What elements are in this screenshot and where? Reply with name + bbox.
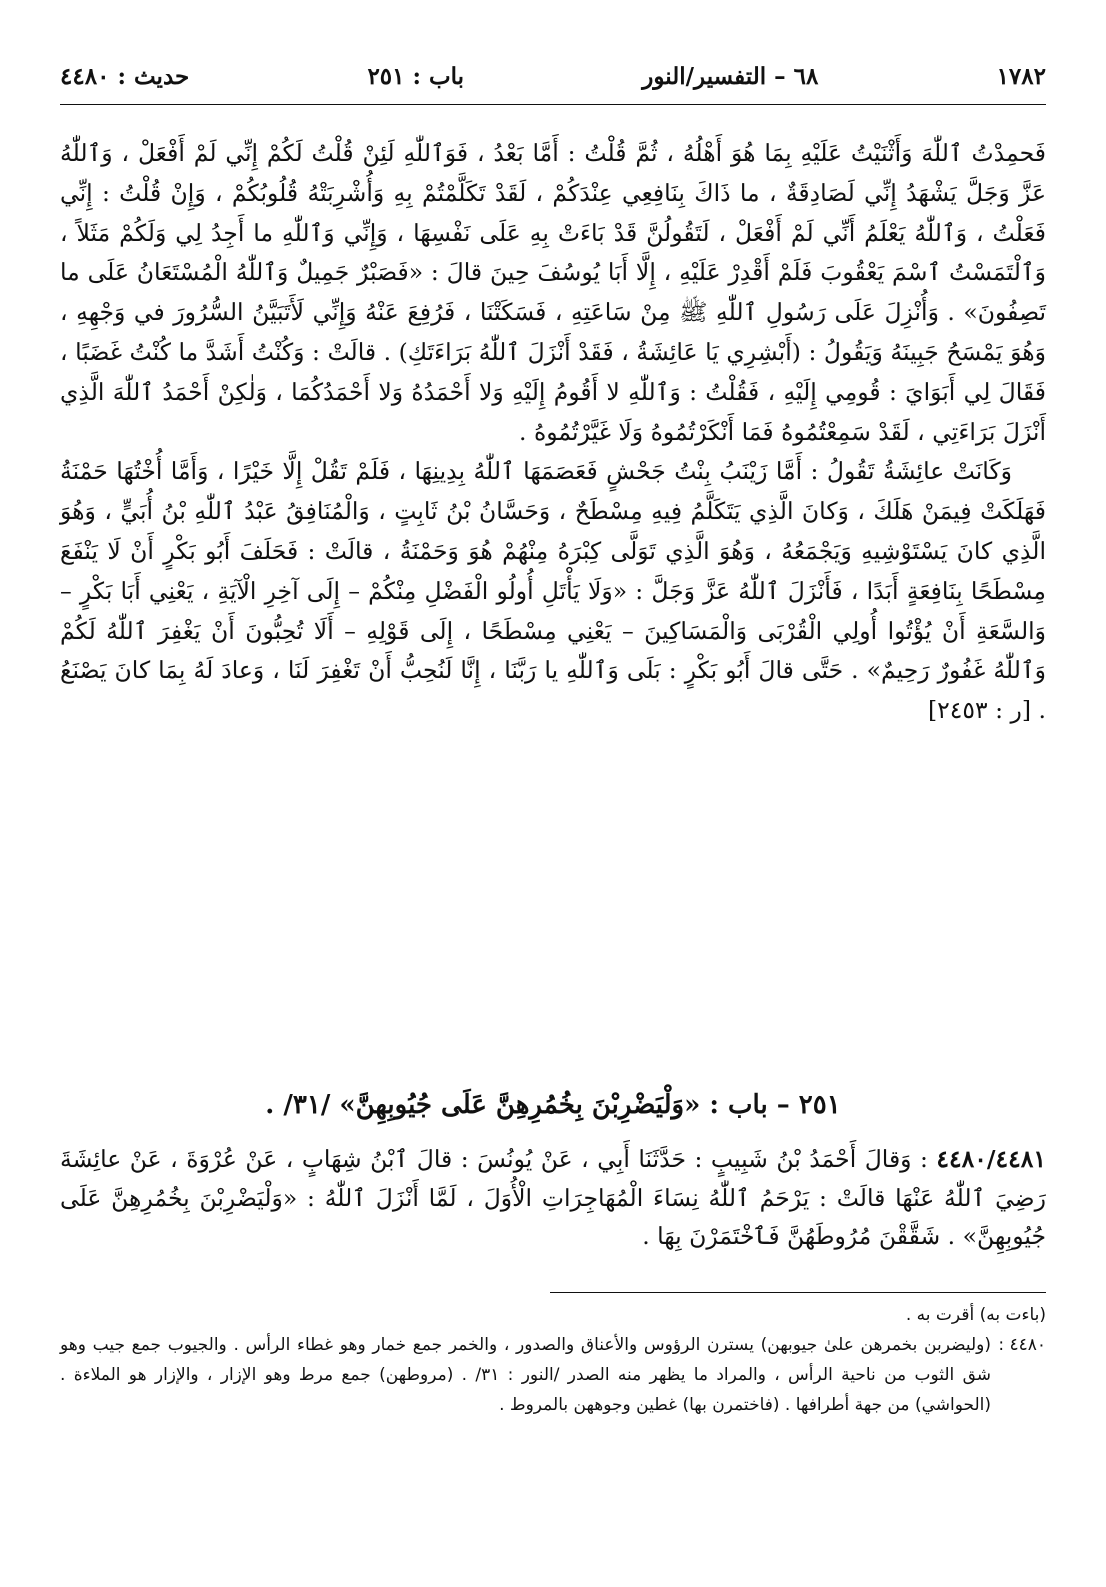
book-chapter-title: ٦٨ – التفسير/النور — [642, 62, 819, 90]
running-header — [60, 56, 1046, 96]
hadith-text: : وَقالَ أَحْمَدُ بْنُ شَبِيبٍ : حَدَّثَنَا أَبِي ، عَنْ يُونُسَ : قالَ ٱبْنُ شِهَابٍ ، عَنْ عُرْوَةَ ، عَنْ عائِشَةَ رَضِيَ ٱللّٰهُ عَنْهَا قالَتْ : يَرْحَمُ ٱللّٰهُ نِسَاءَ الْمُهَاجِرَاتِ الْأُوَلَ ، لَمَّا أَنْزَلَ ٱللّٰهُ : «وَلْيَضْرِبْنَ بِخُمُرِهِنَّ عَلَى جُيُوبِهِنَّ» . شَقَّقْنَ مُرُوطَهُنَّ فَٱخْتَمَرْنَ بِهَا . — [60, 1145, 1046, 1250]
footnote-divider — [550, 1292, 1046, 1293]
header-divider — [60, 104, 1046, 105]
footnote-2-number: ٤٤٨٠ : — [998, 1335, 1046, 1355]
hadith-reference: حديث : ٤٤٨٠ — [60, 62, 190, 90]
bab-number: باب : ٢٥١ — [367, 62, 465, 90]
footnotes — [60, 1300, 1046, 1420]
paragraph-2: وَكَانَتْ عائِشَةُ تَقُولُ : أَمَّا زَيْنَبُ بِنْتُ جَحْشٍ فَعَصَمَهَا ٱللّٰهُ بِدِينِهَا ، فَلَمْ تَقُلْ إِلَّا خَيْرًا ، وَأَمَّا أُخْتُهَا حَمْنَةُ فَهَلَكَتْ فِيمَنْ هَلَكَ ، وَكانَ الَّذِي يَتَكَلَّمُ فِيهِ مِسْطَحٌ ، وَحَسَّانُ بْنُ ثَابِتٍ ، وَالْمُنَافِقُ عَبْدُ ٱللّٰهِ بْنُ أُبَيٍّ ، وَهُوَ الَّذِي كانَ يَسْتَوْشِيهِ وَيَجْمَعُهُ ، وَهُوَ الَّذِي تَوَلَّى كِبْرَهُ مِنْهُمْ هُوَ وَحَمْنَةُ ، قالَتْ : فَحَلَفَ أَبُو بَكْرٍ أَنْ لَا يَنْفَعَ مِسْطَحًا بِنَافِعَةٍ أَبَدًا ، فَأَنْزَلَ ٱللّٰهُ عَزَّ وَجَلَّ : «وَلَا يَأْتَلِ أُولُو الْفَضْلِ مِنْكُمْ – إِلَى آخِرِ الْآيَةِ ، يَعْنِي أَبَا بَكْرٍ – وَالسَّعَةِ أَنْ يُؤْتُوا أُولِي الْقُرْبَى وَالْمَسَاكِينَ – يَعْنِي مِسْطَحًا ، إِلَى قَوْلِهِ – أَلَا تُحِبُّونَ أَنْ يَغْفِرَ ٱللّٰهُ لَكُمْ وَٱللّٰهُ غَفُورٌ رَحِيمٌ» . حَتَّى قالَ أَبُو بَكْرٍ : بَلَى وَٱللّٰهِ يا رَبَّنَا ، إِنَّا لَنُحِبُّ أَنْ تَغْفِرَ لَنَا ، وَعادَ لَهُ بِمَا كانَ يَصْنَعُ . [ر : ٢٤٥٣] — [60, 457, 1046, 725]
footnote-2-text: (وليضربن بخمرهن علىٰ جيوبهن) يسترن الرؤوس والأعناق والصدور ، والخمر جمع خمار وهو غطاء الرأس . والجيوب جمع جيب وهو شق الثوب من ناحية الرأس ، والمراد ما يظهر منه الصدر /النور : ٣١/ . (مروطهن) جمع مرط وهو الإزار ، والإزار هو الملاءة . (الحواشي) من جهة أطرافها . (فاختمرن بها) غطين وجوههن بالمروط . — [60, 1335, 991, 1415]
hadith-block — [60, 1140, 1046, 1256]
footnote-2 — [60, 1330, 1046, 1420]
footnote-1: (باءت به) أقرت به . — [905, 1305, 1046, 1325]
main-text — [60, 134, 1046, 731]
hadith-paragraph — [60, 1140, 1046, 1256]
hadith-number: ٤٤٨٠/٤٤٨١ — [936, 1145, 1046, 1173]
paragraph-1: فَحمِدْتُ ٱللّٰهَ وَأَثْنَيْتُ عَلَيْهِ بِمَا هُوَ أَهْلُهُ ، ثُمَّ قُلْتُ : أَمَّا بَعْدُ ، فَوَٱللّٰهِ لَئِنْ قُلْتُ لَكُمْ إِنِّي لَمْ أَفْعَلْ ، وَٱللّٰهُ عَزَّ وَجَلَّ يَشْهَدُ إِنِّي لَصَادِقَةٌ ، ما ذَاكَ بِنَافِعِي عِنْدَكُمْ ، لَقَدْ تَكَلَّمْتُمْ بِهِ وَأُشْرِبَتْهُ قُلُوبُكُمْ ، وَإِنْ قُلْتُ : إِنِّي فَعَلْتُ ، وَٱللّٰهُ يَعْلَمُ أَنِّي لَمْ أَفْعَلْ ، لَتَقُولُنَّ قَدْ بَاءَتْ بِهِ عَلَى نَفْسِهَا ، وَإِنِّي وَٱللّٰهِ ما أَجِدُ لِي وَلَكُمْ مَثَلاً ، وَٱلْتَمَسْتُ ٱسْمَ يَعْقُوبَ فَلَمْ أَقْدِرْ عَلَيْهِ ، إِلَّا أَبَا يُوسُفَ حِينَ قالَ : «فَصَبْرٌ جَمِيلٌ وَٱللّٰهُ الْمُسْتَعَانُ عَلَى ما تَصِفُونَ» . وَأُنْزِلَ عَلَى رَسُولِ ٱللّٰهِ ﷺ مِنْ سَاعَتِهِ ، فَسَكَتْنَا ، فَرُفِعَ عَنْهُ وَإِنِّي لَأَتَبَيَّنُ السُّرُورَ في وَجْهِهِ ، وَهُوَ يَمْسَحُ جَبِينَهُ وَيَقُولُ : (أَبْشِرِي يَا عَائِشَةُ ، فَقَدْ أَنْزَلَ ٱللّٰهُ بَرَاءَتَكِ) . قالَتْ : وَكُنْتُ أَشَدَّ ما كُنْتُ غَضَبًا ، فَقَالَ لِي أَبَوَايَ : قُومِي إِلَيْهِ ، فَقُلْتُ : وَٱللّٰهِ لا أَقُومُ إِلَيْهِ وَلا أَحْمَدُهُ وَلا أَحْمَدُكُمَا ، وَلٰكِنْ أَحْمَدُ ٱللّٰهَ الَّذِي أَنْزَلَ بَرَاءَتِي ، لَقَدْ سَمِعْتُمُوهُ فَمَا أَنْكَرْتُمُوهُ وَلَا غَيَّرْتُمُوهُ . — [60, 139, 1046, 446]
chapter-heading: ٢٥١ – باب : «وَلْيَضْرِبْنَ بِخُمُرِهِنَّ عَلَى جُيُوبِهِنَّ» /٣١/ . — [265, 1090, 841, 1120]
page-number: ١٧٨٢ — [996, 62, 1046, 90]
